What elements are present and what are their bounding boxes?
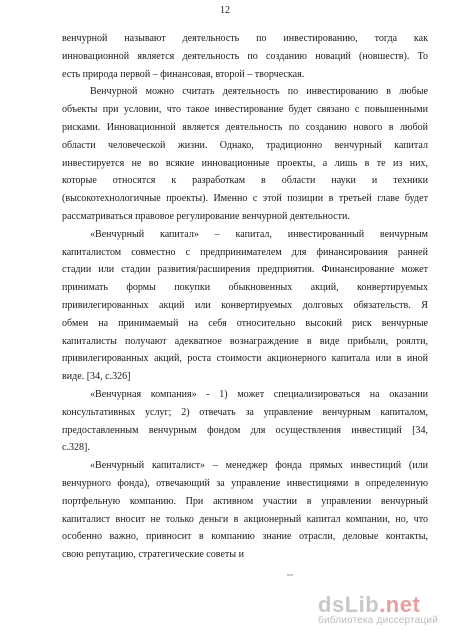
text-line: капиталисты получают адекватное вознаграждение в виде прибыли, роялти, <box>62 335 428 347</box>
text-line: принимать формы покупки обыкновенных акций, конвертируемых <box>62 282 428 294</box>
text-line: обмен на принимаемый на себя относительно высокий риск венчурные <box>62 317 428 329</box>
text-line: привилегированных акций или конвертируемых долговых обязательств. Я <box>62 299 428 311</box>
text-line: (высокотехнологичные проекты). Именно с этой позиции в третьей главе будет <box>62 193 428 205</box>
scan-artifact <box>287 574 293 576</box>
text-line: объекты при условии, что такое инвестирование будет связано с повышенными <box>62 104 428 116</box>
text-line: предоставленным венчурным фондом для осуществления инвестиций [34, <box>62 424 428 436</box>
page-number: 12 <box>220 5 230 16</box>
watermark-logo <box>318 593 438 617</box>
text-line: венчурной называют деятельность по инвестированию, тогда как <box>62 33 428 44</box>
text-line: капиталистом совместно с предпринимателем для финансирования ранней <box>62 246 428 258</box>
text-line: «Венчурный капиталист» – менеджер фонда прямых инвестиций (или <box>90 460 428 472</box>
watermark <box>318 593 438 626</box>
text-line: рисками. Инновационной является деятельность по созданию нового в любой <box>62 121 428 133</box>
text-line: капиталист вносит не только деньги в акционерный капитал компании, но, что <box>62 513 428 525</box>
text-line: инвестируется не во всякие инновационные проекты, а лишь в те из них, <box>62 157 428 169</box>
text-line: области человеческой жизни. Однако, традиционно венчурный капитал <box>62 139 428 151</box>
text-line: есть природа первой – финансовая, второй – творческая. <box>62 68 305 80</box>
text-line: «Венчурная компания» - 1) может специализироваться на оказании <box>90 388 428 400</box>
text-line: Венчурной можно считать деятельность по инвестированию в любые <box>90 86 428 98</box>
text-line: виде. [34, с.326] <box>62 371 131 383</box>
text-line: консультативных услуг; 2) отвечать за управление венчурным капиталом, <box>62 406 428 418</box>
text-line: особенно важно, привносит в компанию знание отрасли, деловые контакты, <box>62 531 428 543</box>
text-line: с.328]. <box>62 442 90 454</box>
text-line: стадии или стадии развития/расширения предприятия. Финансирование может <box>62 264 428 276</box>
watermark-logo-tld: .net <box>379 592 421 617</box>
body-text <box>62 30 428 564</box>
watermark-subtitle: библиотека диссертаций <box>318 615 438 626</box>
text-line: рассматриваться правовое регулирование венчурной деятельности. <box>62 210 350 222</box>
text-line: привилегированных акций, роста стоимости акционерного капитала или в иной <box>62 353 428 365</box>
text-line: которые относятся к разработкам в области науки и техники <box>62 175 428 187</box>
text-line: инновационной является деятельность по созданию новаций (новшеств). То <box>62 50 428 62</box>
text-line: портфельную компанию. При активном участии в управлении венчурный <box>62 495 428 507</box>
text-line: венчурного фонда), отвечающий за управление инвестициями в определенную <box>62 477 428 489</box>
text-line: «Венчурный капитал» – капитал, инвестированный венчурным <box>90 228 428 240</box>
text-line: свою репутацию, стратегические советы и <box>62 549 244 561</box>
watermark-logo-main: dsLib <box>318 592 380 617</box>
